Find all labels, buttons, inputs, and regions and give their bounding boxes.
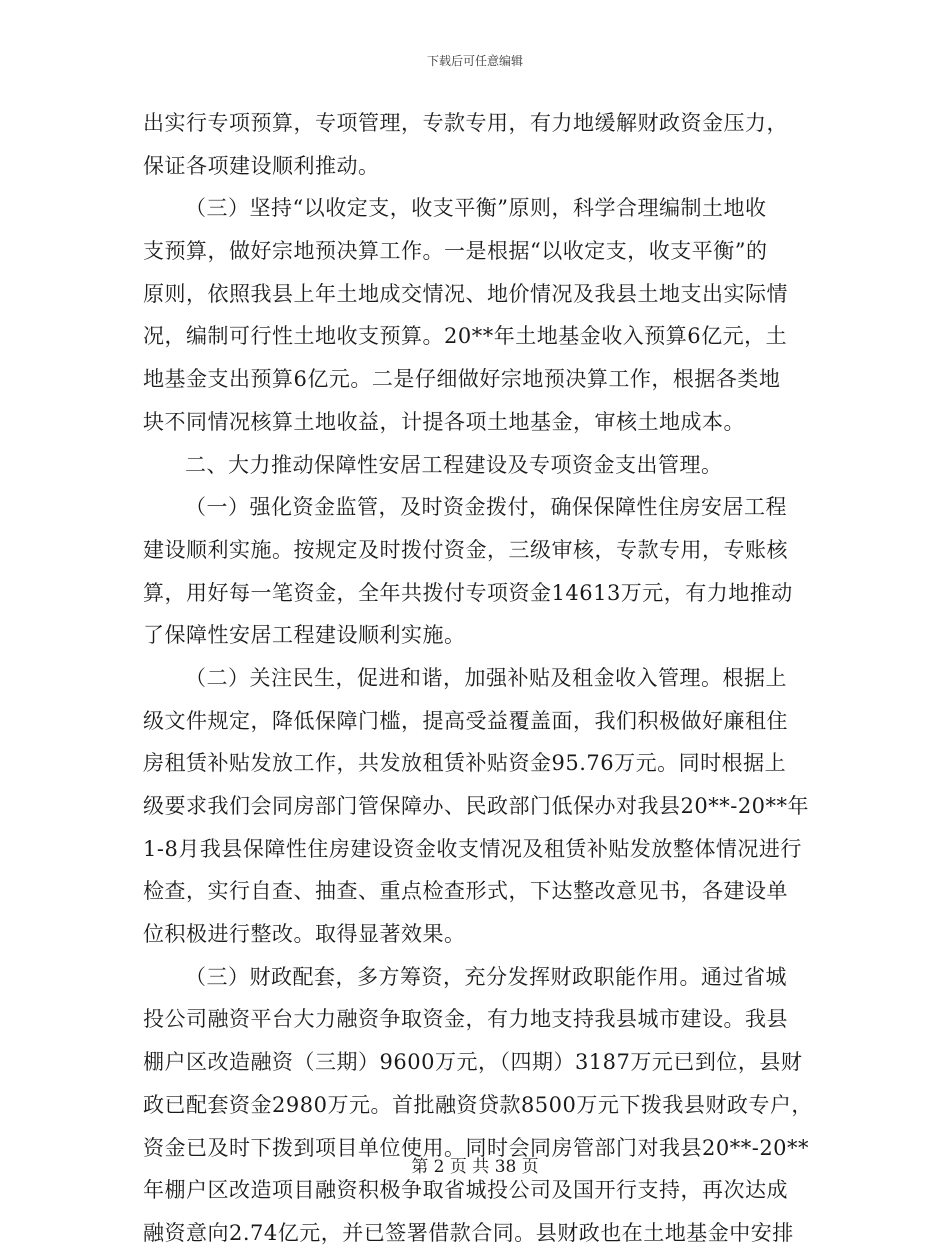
- text-line: 出实行专项预算，专项管理，专款专用，有力地缓解财政资金压力，: [143, 111, 788, 135]
- text-line: （一）强化资金监管，及时资金拨付，确保保障性住房安居工程: [185, 495, 787, 520]
- text-line: 块不同情况核算土地收益，计提各项土地基金，审核土地成本。: [143, 409, 745, 434]
- page-header: 下载后可任意编辑: [426, 54, 523, 68]
- text-line: 建设顺利实施。按规定及时拨付资金，三级审核，专款专用，专账核: [143, 537, 788, 562]
- text-line: 位积极进行整改。取得显著效果。: [143, 922, 466, 947]
- text-line: 检查，实行自查、抽查、重点检查形式，下达整改意见书，各建设单: [143, 879, 788, 904]
- text-line: 棚户区改造融资（三期）9600万元，（四期）3187万元已到位，县财: [143, 1050, 803, 1075]
- text-line: 房租赁补贴发放工作，共发放租赁补贴资金95.76万元。同时根据上: [143, 751, 787, 776]
- text-line: 级要求我们会同房部门管保障办、民政部门低保办对我县20**-20**年: [143, 794, 810, 818]
- text-line: （二）关注民生，促进和谐，加强补贴及租金收入管理。根据上: [185, 665, 787, 690]
- text-line: 原则，依照我县上年土地成交情况、地价情况及我县土地支出实际情: [143, 281, 788, 306]
- page-number-footer: 第 2 页 共 38 页: [411, 1157, 539, 1177]
- text-line: 地基金支出预算6亿元。二是仔细做好宗地预决算工作，根据各类地: [143, 367, 781, 392]
- text-line: （三）坚持“以收定支，收支平衡”原则，科学合理编制土地收: [185, 196, 767, 221]
- text-line: 1-8月我县保障性住房建设资金收支情况及租赁补贴发放整体情况进行: [143, 836, 802, 861]
- text-line: 算，用好每一笔资金，全年共拨付专项资金14613万元，有力地推动: [143, 580, 793, 605]
- text-line: 保证各项建设顺利推动。: [143, 153, 380, 178]
- document-body: [143, 102, 823, 1255]
- text-line: 资金已及时下拨到项目单位使用。同时会同房管部门对我县20**-20**: [143, 1135, 810, 1160]
- text-line: 况，编制可行性土地收支预算。20**年土地基金收入预算6亿元，土: [143, 324, 788, 349]
- text-line: 融资意向2.74亿元，并已签署借款合同。县财政也在土地基金中安排: [143, 1220, 794, 1245]
- text-line: 年棚户区改造项目融资积极争取省城投公司及国开行支持，再次达成: [143, 1178, 788, 1203]
- section-heading: 二、大力推动保障性安居工程建设及专项资金支出管理。: [185, 452, 723, 477]
- text-line: 了保障性安居工程建设顺利实施。: [143, 623, 466, 648]
- text-line: （三）财政配套，多方筹资，充分发挥财政职能作用。通过省城: [185, 964, 787, 989]
- text-line: 支预算，做好宗地预决算工作。一是根据“以收定支，收支平衡”的: [143, 239, 768, 264]
- text-line: 政已配套资金2980万元。首批融资贷款8500万元下拨我县财政专户，: [143, 1092, 813, 1117]
- text-line: 级文件规定，降低保障门槛，提高受益覆盖面，我们积极做好廉租住: [143, 708, 788, 733]
- text-line: 投公司融资平台大力融资争取资金，有力地支持我县城市建设。我县: [143, 1007, 788, 1032]
